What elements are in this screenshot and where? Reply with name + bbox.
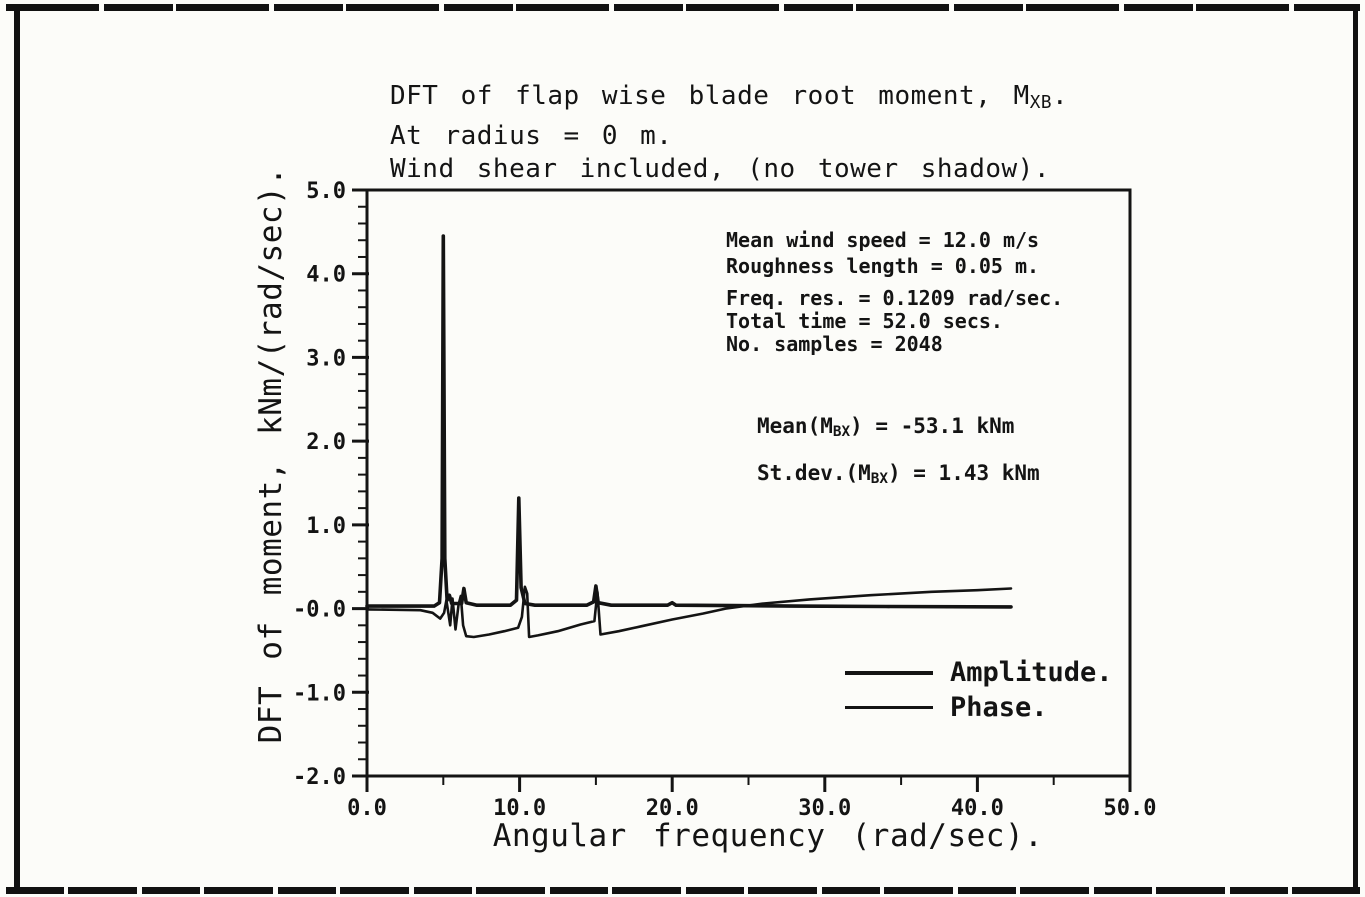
- mean-wind-speed-text: Mean wind speed = 12.0 m/s: [726, 228, 1040, 252]
- wind-parameters-block: [726, 227, 1039, 279]
- svg-text:1.0: 1.0: [306, 513, 346, 539]
- svg-text:2.0: 2.0: [306, 430, 346, 456]
- legend-item-amplitude: [845, 655, 1113, 690]
- dft-parameters-block: [726, 287, 1063, 356]
- title-subscript: XB: [1029, 92, 1052, 113]
- legend-item-phase: [845, 690, 1113, 725]
- svg-text:-1.0: -1.0: [293, 681, 346, 707]
- svg-text:3.0: 3.0: [306, 346, 346, 372]
- mean-moment-text: $Mean(M_{BX}) = -53.1$ kNm: [757, 414, 1015, 441]
- stdev-moment-text: $St.dev.(M_{BX}) = 1.43$ kNm: [757, 461, 1040, 488]
- title-line-1: DFT of flap wise blade root moment, $M_{XB}$.: [390, 81, 1069, 113]
- svg-text:-2.0: -2.0: [293, 765, 346, 790]
- total-time-text: Total time = 52.0 secs.: [726, 309, 1003, 333]
- title-line-3: Wind shear included, (no tower shadow).: [390, 153, 1050, 184]
- svg-text:30.0: 30.0: [798, 796, 852, 821]
- legend-label-phase: Phase.: [950, 692, 1048, 723]
- y-axis-label: DFT of moment, kNm/(rad/sec).: [253, 166, 289, 744]
- roughness-length-text: Roughness length = 0.05 m.: [726, 254, 1040, 278]
- svg-text:0.0: 0.0: [347, 796, 387, 821]
- svg-text:5.0: 5.0: [306, 179, 346, 204]
- svg-text:-0.0: -0.0: [293, 597, 346, 623]
- statistics-block: [757, 414, 1040, 508]
- phase-line-icon: [845, 706, 933, 709]
- x-axis-label: Angular frequency (rad/sec).: [492, 818, 1044, 854]
- svg-text:40.0: 40.0: [950, 796, 1004, 821]
- legend-label-amplitude: Amplitude.: [950, 657, 1113, 688]
- freq-resolution-text: Freq. res. = 0.1209 rad/sec.: [726, 286, 1064, 310]
- title-line-2: At radius = 0 m.: [390, 120, 673, 151]
- svg-text:50.0: 50.0: [1103, 796, 1157, 821]
- legend: [845, 655, 1113, 725]
- num-samples-text: No. samples = 2048: [726, 332, 943, 356]
- svg-text:4.0: 4.0: [306, 262, 346, 288]
- amplitude-line-icon: [845, 671, 933, 675]
- svg-text:20.0: 20.0: [645, 796, 699, 821]
- svg-text:10.0: 10.0: [493, 796, 547, 821]
